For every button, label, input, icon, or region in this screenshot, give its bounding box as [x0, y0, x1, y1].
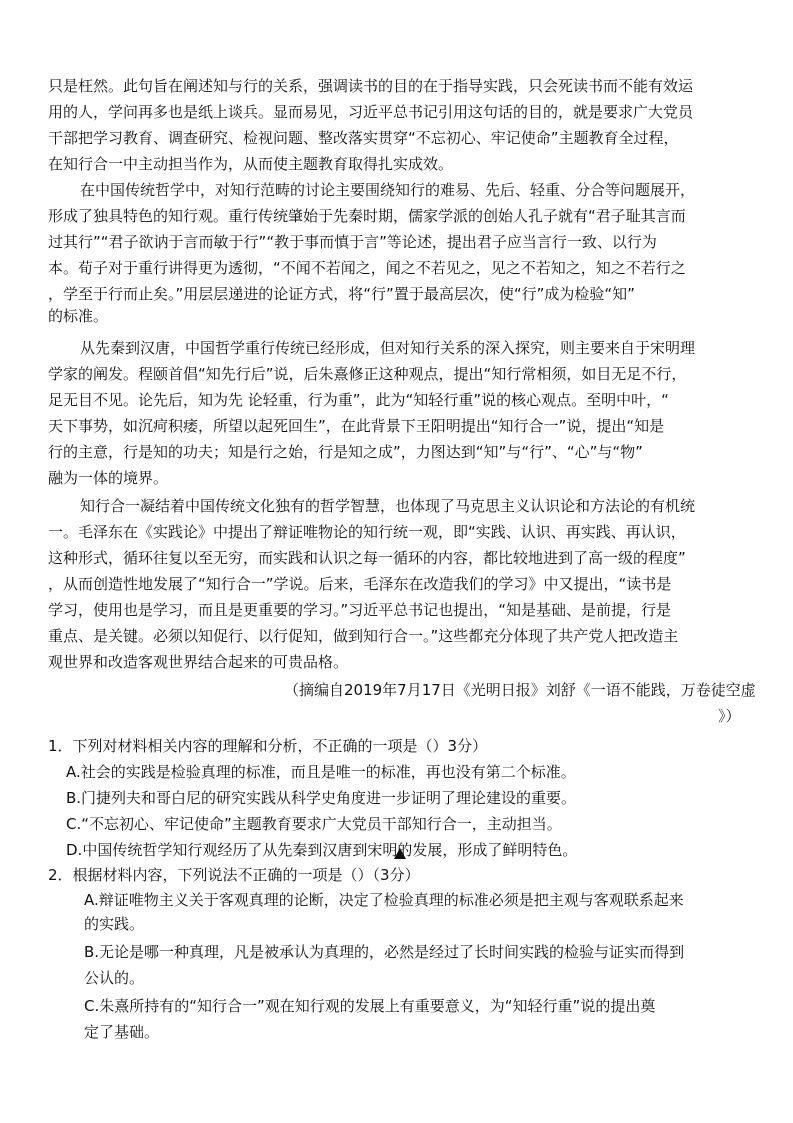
passage-line: 天下事势，如沉疴积痿，所望以起死回生”，在此背景下王阳明提出“知行合一”说，提出“知是: [48, 417, 665, 435]
question-2-option-b-cont: 公认的。: [84, 969, 145, 987]
passage-line: ，从而创造性地发展了“知行合一”学说。后来，毛泽东在改造我们的学习》中又提出，“读书是: [48, 575, 672, 593]
passage-line: 一。毛泽东在《实践论》中提出了辩证唯物论的知行统一观，即“实践、认识、再实践、再认识，: [48, 523, 686, 541]
source-citation-end: 》）: [718, 707, 741, 725]
question-1-option-b: B.门捷列夫和哥白尼的研究实践从科学史角度进一步证明了理论建设的重要。: [66, 789, 577, 807]
question-2-option-a-cont: 的实践。: [84, 915, 145, 933]
question-1-stem: 1．下列对材料相关内容的理解和分析，不正确的一项是（）3分）: [48, 737, 488, 755]
passage-line: 观世界和改造客观世界结合起来的可贵品格。: [48, 653, 349, 671]
passage-line: 足无目不见。论先后，知为先 论轻重，行为重”，此为“知轻行重”说的核心观点。至明中叶，“: [48, 391, 669, 409]
passage-line: 知行合一凝结着中国传统文化独有的哲学智慧，也体现了马克思主义认识论和方法论的有机统: [80, 497, 696, 515]
question-2-stem: 2．根据材料内容，下列说法不正确的一项是（）（3分）: [48, 866, 420, 884]
cursor-marker-icon: [394, 848, 406, 859]
passage-line: 行的主意，行是知的功夫；知是行之始，行是知之成”，力图达到“知”与“行”、“心”与“物”: [48, 443, 643, 461]
passage-line: 在知行合一中主动担当作为，从而使主题教育取得扎实成效。: [48, 155, 454, 173]
passage-line: 的标准。: [48, 307, 109, 325]
question-1-option-a: A.社会的实践是检验真理的标准，而且是唯一的标准，再也没有第二个标准。: [66, 763, 576, 781]
question-2-option-b: B.无论是哪一种真理，凡是被承认为真理的，必然是经过了长时间实践的检验与证实而得到: [84, 943, 685, 961]
passage-line: ，学至于行而止矣。”用层层递进的论证方式，将“行”置于最高层次，使“行”成为检验“知”: [48, 285, 635, 303]
passage-line: 学家的阐发。程颐首倡“知先行后”说，后朱熹修正这种观点，提出“知行常相须，如目无足不行，: [48, 365, 687, 383]
passage-line: 学习，使用也是学习，而且是更重要的学习。”习近平总书记也提出，“知是基础、是前提，行是: [48, 601, 672, 619]
passage-line: 本。荀子对于重行讲得更为透彻，“不闻不若闻之，闻之不若见之，见之不若知之，知之不若行之: [48, 259, 686, 277]
passage-line: 只是枉然。此句旨在阐述知与行的关系，强调读书的目的在于指导实践，只会死读书而不能有效运: [48, 77, 694, 95]
question-2-option-a: A.辩证唯物主义关于客观真理的论断，决定了检验真理的标准必须是把主观与客观联系起来: [84, 891, 684, 909]
passage-line: 从先秦到汉唐，中国哲学重行传统已经形成，但对知行关系的深入探究，则主要来自于宋明理: [80, 339, 696, 357]
question-2-option-c-cont: 定了基础。: [84, 1023, 160, 1041]
passage-line: 融为一体的境界。: [48, 469, 169, 487]
question-1-option-d: D.中国传统哲学知行观经历了从先秦到汉唐到宋明的发展，形成了鲜明特色。: [66, 841, 578, 859]
passage-line: 在中国传统哲学中，对知行范畴的讨论主要围绕知行的难易、先后、轻重、分合等问题展开，: [80, 181, 696, 199]
passage-line: 形成了独具特色的知行观。重行传统肇始于先秦时期，儒家学派的创始人孔子就有“君子耻其言而: [48, 207, 686, 225]
passage-line: 用的人，学问再多也是纸上谈兵。显而易见，习近平总书记引用这句话的目的，就是要求广大党员: [48, 103, 694, 121]
passage-line: 重点、是关键。必须以知促行、以行促知，做到知行合一。”这些都充分体现了共产党人把改造主: [48, 627, 679, 645]
passage-line: 干部把学习教育、调查研究、检视问题、整改落实贯穿“不忘初心、牢记使命”主题教育全过程，: [48, 129, 679, 147]
question-2-option-c: C.朱熹所持有的“知行合一”观在知行观的发展上有重要意义，为“知轻行重”说的提出奠: [84, 997, 656, 1015]
passage-line: 这种形式，循环往复以至无穷，而实践和认识之每一循环的内容，都比较地进到了高一级的程度”: [48, 549, 686, 567]
passage-line: 过其行”“君子欲讷于言而敏于行”“教于事而慎于言”等论述，提出君子应当言行一致、以行为: [48, 233, 657, 251]
source-citation: （摘编自2019年7月17日《光明日报》刘舒《一语不能践，万卷徒空虚: [284, 681, 756, 699]
question-1-option-c: C.“不忘初心、牢记使命”主题教育要求广大党员干部知行合一，主动担当。: [66, 815, 562, 833]
